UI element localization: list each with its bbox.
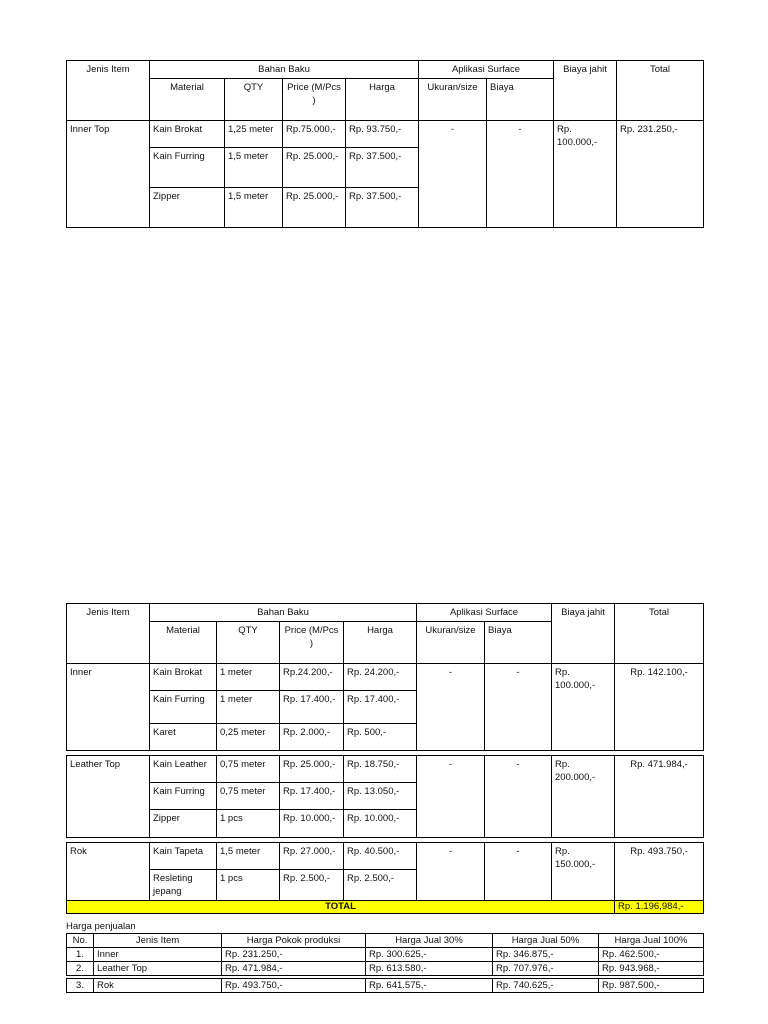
total-cell: Rp. 471.984,- [615,756,704,838]
header-price: Price (M/Pcs ) [280,622,344,664]
biaya-jahit-cell: Rp. 200.000,- [552,756,615,838]
price-cell: Rp. 17.400,- [280,783,344,810]
price-cell: Rp. 10.000,- [280,810,344,838]
harga-cell: Rp. 10.000,- [344,810,417,838]
header-bahan-baku: Bahan Baku [150,61,419,79]
biaya-jahit-cell: Rp. 100.000,- [554,121,617,228]
header-biaya: Biaya [485,622,552,664]
header-jenis-item: Jenis Item [94,934,222,948]
price-cell: Rp. 25.000,- [283,148,346,188]
material-cell: Kain Brokat [150,664,217,691]
item-name: Inner [67,664,150,751]
row-harga-pokok: Rp. 493.750,- [222,979,366,993]
row-harga-jual-30: Rp. 613.580,- [366,962,493,976]
table-row [67,962,704,976]
total-cell: Rp. 231.250,- [617,121,704,228]
biaya-jahit-cell: Rp. 150.000,- [552,843,615,901]
row-item: Rok [94,979,222,993]
grand-total-value: Rp. 1.196,984,- [615,901,704,914]
price-cell: Rp.75.000,- [283,121,346,148]
qty-cell: 1,5 meter [217,843,280,870]
row-no: 3. [67,979,94,993]
price-cell: Rp. 25.000,- [283,188,346,228]
header-ukuran-size: Ukuran/size [419,79,487,121]
header-material: Material [150,79,225,121]
qty-cell: 1 pcs [217,870,280,901]
biaya-cell: - [485,664,552,751]
sales-caption: Harga penjualan [66,921,136,932]
header-harga-pokok: Harga Pokok produksi [222,934,366,948]
header-ukuran-size: Ukuran/size [417,622,485,664]
header-aplikasi-surface: Aplikasi Surface [419,61,554,79]
qty-cell: 1,5 meter [225,188,283,228]
grand-total-label: TOTAL [67,901,615,914]
price-cell: Rp. 2.500,- [280,870,344,901]
harga-cell: Rp. 37.500,- [346,188,419,228]
material-cell: Kain Tapeta [150,843,217,870]
qty-cell: 1,5 meter [225,148,283,188]
harga-cell: Rp. 500,- [344,724,417,751]
header-total: Total [615,604,704,664]
row-harga-jual-50: Rp. 740.625,- [493,979,599,993]
harga-cell: Rp. 37.500,- [346,148,419,188]
harga-cell: Rp. 17.400,- [344,691,417,724]
row-item: Leather Top [94,962,222,976]
header-qty: QTY [217,622,280,664]
sales-header-row [67,934,704,948]
header-biaya-jahit: Biaya jahit [554,61,617,121]
header-no: No. [67,934,94,948]
biaya-cell: - [485,843,552,901]
price-cell: Rp. 25.000,- [280,756,344,783]
harga-cell: Rp. 40.500,- [344,843,417,870]
sales-price-table [66,933,704,993]
header-aplikasi-surface: Aplikasi Surface [417,604,552,622]
qty-cell: 1,25 meter [225,121,283,148]
header-price: Price (M/Pcs ) [283,79,346,121]
header-harga-jual-30: Harga Jual 30% [366,934,493,948]
row-no: 1. [67,948,94,962]
header-harga-jual-100: Harga Jual 100% [599,934,704,948]
item-name: Leather Top [67,756,150,838]
harga-cell: Rp. 13.050,- [344,783,417,810]
material-cell: Zipper [150,810,217,838]
header-jenis-item: Jenis Item [67,604,150,664]
total-cell: Rp. 493.750,- [615,843,704,901]
qty-cell: 1 pcs [217,810,280,838]
ukuran-cell: - [417,843,485,901]
price-cell: Rp. 27.000,- [280,843,344,870]
qty-cell: 0,25 meter [217,724,280,751]
item-name: Inner Top [67,121,150,228]
harga-cell: Rp. 18.750,- [344,756,417,783]
price-cell: Rp.24.200,- [280,664,344,691]
cost-table-full [66,603,704,914]
material-cell: Karet [150,724,217,751]
material-cell: Resleting jepang [150,870,217,901]
ukuran-cell: - [417,756,485,838]
harga-cell: Rp. 2.500,- [344,870,417,901]
row-harga-pokok: Rp. 231.250,- [222,948,366,962]
qty-cell: 1 meter [217,664,280,691]
biaya-jahit-cell: Rp. 100.000,- [552,664,615,751]
material-cell: Kain Furring [150,783,217,810]
row-harga-jual-100: Rp. 943.968,- [599,962,704,976]
table-row [67,948,704,962]
price-cell: Rp. 17.400,- [280,691,344,724]
row-harga-jual-100: Rp. 987.500,- [599,979,704,993]
row-harga-jual-50: Rp. 346.875,- [493,948,599,962]
total-cell: Rp. 142.100,- [615,664,704,751]
qty-cell: 0,75 meter [217,756,280,783]
material-cell: Kain Furring [150,148,225,188]
header-biaya-jahit: Biaya jahit [552,604,615,664]
row-harga-jual-30: Rp. 641.575,- [366,979,493,993]
cost-table-inner-top [66,60,704,228]
biaya-cell: - [485,756,552,838]
header-jenis-item: Jenis Item [67,61,150,121]
header-total: Total [617,61,704,121]
ukuran-cell: - [417,664,485,751]
header-material: Material [150,622,217,664]
row-item: Inner [94,948,222,962]
price-cell: Rp. 2.000,- [280,724,344,751]
biaya-cell: - [487,121,554,228]
qty-cell: 0,75 meter [217,783,280,810]
header-biaya: Biaya [487,79,554,121]
item-name: Rok [67,843,150,901]
row-harga-pokok: Rp. 471.984,- [222,962,366,976]
header-harga-jual-50: Harga Jual 50% [493,934,599,948]
material-cell: Kain Brokat [150,121,225,148]
ukuran-cell: - [419,121,487,228]
header-harga: Harga [344,622,417,664]
harga-cell: Rp. 24.200,- [344,664,417,691]
header-harga: Harga [346,79,419,121]
row-harga-jual-100: Rp. 462.500,- [599,948,704,962]
qty-cell: 1 meter [217,691,280,724]
row-harga-jual-30: Rp. 300.625,- [366,948,493,962]
row-harga-jual-50: Rp. 707.976,- [493,962,599,976]
material-cell: Zipper [150,188,225,228]
material-cell: Kain Leather [150,756,217,783]
material-cell: Kain Furring [150,691,217,724]
table-row [67,979,704,993]
harga-cell: Rp. 93.750,- [346,121,419,148]
header-qty: QTY [225,79,283,121]
header-bahan-baku: Bahan Baku [150,604,417,622]
row-no: 2. [67,962,94,976]
